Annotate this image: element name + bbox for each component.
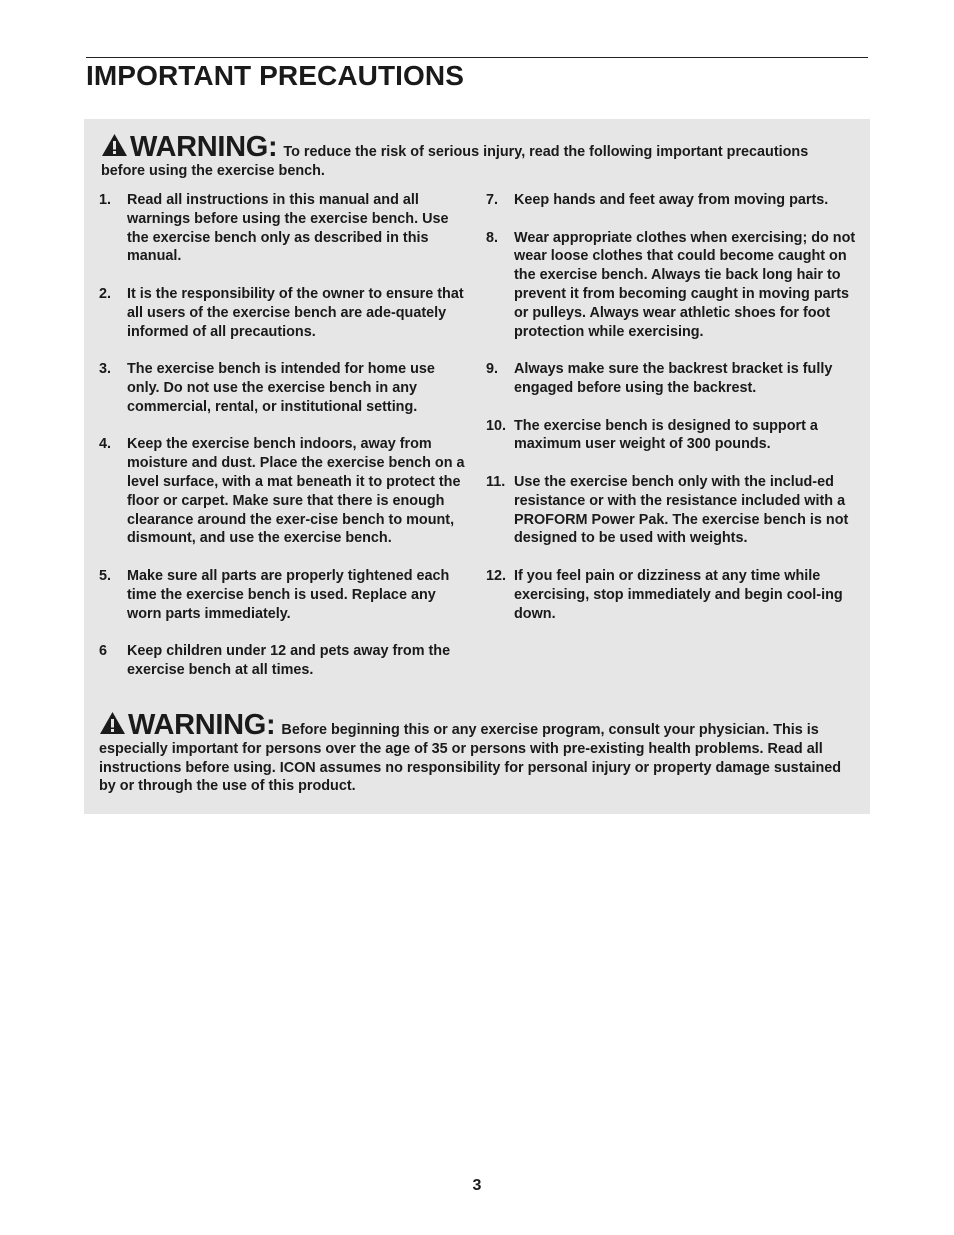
precaution-item	[99, 642, 471, 680]
warning-triangle-icon	[99, 711, 126, 735]
item-text: The exercise bench is intended for home use only. Do not use the exercise bench in any commercial, rental, or institutional setting.	[127, 361, 435, 415]
precautions-panel	[84, 119, 870, 814]
warning-triangle-icon	[101, 133, 128, 157]
precaution-item	[486, 191, 860, 210]
page-title: IMPORTANT PRECAUTIONS	[86, 60, 465, 91]
precaution-item	[486, 473, 860, 548]
item-number: 7.	[486, 192, 499, 208]
warning-text: Before beginning this or any exercise program, consult your physician. This is especially important for persons over the age of 35 or persons with pre-existing health problems. Read all instructions before using. ICON assumes no responsibility for personal injury or property damage sustained by or through the use of this product.	[99, 722, 842, 795]
precaution-item	[486, 229, 860, 342]
warning-text: To reduce the risk of serious injury, read the following important precautions	[283, 144, 809, 160]
warning-label: WARNING:	[128, 709, 276, 741]
precaution-item	[99, 285, 471, 341]
item-text: Read all instructions in this manual and all warnings before using the exercise bench. Use the exercise bench only as described in this manual.	[127, 192, 449, 265]
item-number: 1.	[99, 192, 112, 208]
item-number: 6	[99, 643, 108, 660]
warning-bottom	[99, 711, 859, 796]
precaution-item	[99, 360, 471, 416]
precautions-column-right	[486, 191, 860, 642]
precaution-item	[99, 567, 471, 623]
precaution-item	[486, 360, 860, 398]
item-text: Use the exercise bench only with the includ-ed resistance or with the resistance included with a PROFORM Power Pak. The exercise bench is not designed to be used with weights.	[514, 473, 849, 547]
warning-text-continued: before using the exercise bench.	[101, 162, 325, 179]
item-number: 11.	[486, 473, 506, 490]
item-number: 12.	[486, 567, 507, 584]
precautions-column-left	[99, 191, 471, 699]
page-number: 3	[472, 1177, 482, 1194]
warning-label: WARNING:	[130, 131, 278, 163]
precaution-item	[486, 567, 860, 623]
item-text: Keep the exercise bench indoors, away from moisture and dust. Place the exercise bench on a level surface, with a mat beneath it to protect the floor or carpet. Make sure that there is enough clearance around the exer-cise bench to mount, dismount, and use the exercise bench.	[127, 436, 465, 547]
item-text: The exercise bench is designed to support a maximum user weight of 300 pounds.	[514, 417, 818, 453]
item-text: Keep children under 12 and pets away from the exercise bench at all times.	[127, 643, 451, 678]
item-number: 10.	[486, 417, 507, 434]
item-number: 8.	[486, 229, 499, 246]
item-number: 2.	[99, 285, 112, 302]
item-number: 5.	[99, 567, 112, 584]
precaution-item	[99, 435, 471, 548]
item-number: 4.	[99, 436, 112, 453]
item-text: Make sure all parts are properly tightened each time the exercise bench is used. Replace any worn parts immediately.	[127, 567, 450, 622]
item-text: If you feel pain or dizziness at any time while exercising, stop immediately and begin cool-ing down.	[514, 567, 843, 622]
warning-top	[101, 133, 861, 181]
item-text: Keep hands and feet away from moving parts.	[514, 192, 829, 208]
item-text: Wear appropriate clothes when exercising; do not wear loose clothes that could become caught on the exercise bench. Always tie back long hair to prevent it from becoming caught in moving parts or pulleys. Always wear athletic shoes for foot protection while exercising.	[514, 229, 856, 340]
precaution-item	[99, 191, 471, 266]
item-text: It is the responsibility of the owner to ensure that all users of the exercise bench are ade-quately informed of all precautions.	[127, 285, 464, 340]
item-number: 3.	[99, 361, 112, 378]
top-rule	[86, 57, 868, 58]
item-number: 9.	[486, 361, 499, 378]
precaution-item	[486, 417, 860, 455]
item-text: Always make sure the backrest bracket is fully engaged before using the backrest.	[514, 361, 833, 396]
